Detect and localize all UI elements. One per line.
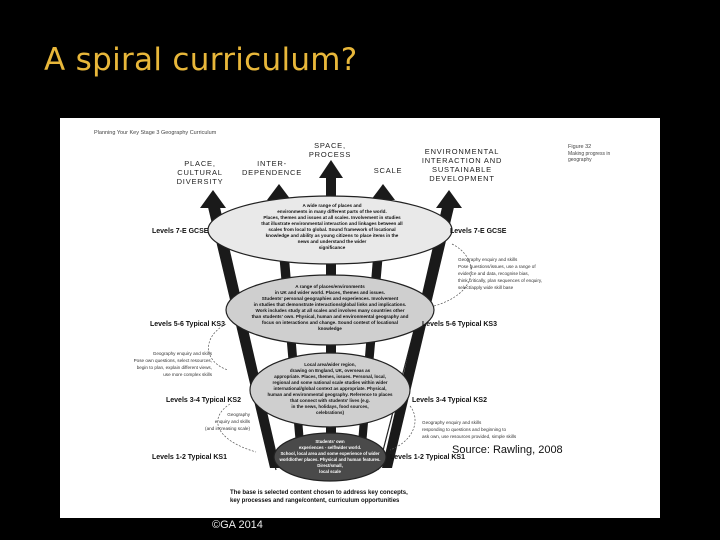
ks3-line: than students' own. Physical, human and environmental geography and: [251, 314, 409, 319]
ks1-line: Students' own: [315, 439, 345, 444]
ks1-line: School, local area and some experience of wider: [280, 451, 380, 456]
concept-interdependence: DEPENDENCE: [241, 168, 303, 177]
concept-environmental: DEVELOPMENT: [429, 174, 495, 183]
ks2-line: drawing on England, UK, overseas as: [289, 368, 371, 373]
ks3-text: [252, 284, 409, 331]
copyright-text: ©GA 2014: [212, 519, 263, 531]
note-line: begin to plan, explain different views,: [136, 365, 212, 370]
ks2-line: in the news, holidays, food sources,: [291, 404, 369, 409]
ks3-line: knowledge: [318, 326, 342, 331]
ks2-line: celebrations): [315, 410, 345, 415]
level-ks1-left: Levels 1-2 Typical KS1: [152, 454, 227, 461]
gcse-line: scales from local to global. Sound framework of locational: [268, 227, 396, 232]
ks3-line: Work includes study at all scales and involves many countries other: [255, 308, 405, 313]
gcse-line: significance: [318, 245, 346, 250]
ks3-line: focus on interactions and change. Sound context of locational: [261, 320, 399, 325]
arrowhead-space: [319, 160, 343, 178]
note-line: (and increasing scale): [205, 426, 250, 431]
note-line: evidence and data, recognise bias,: [458, 271, 529, 276]
level-ks3-right: Levels 5-6 Typical KS3: [422, 321, 497, 328]
note-line: responding to questions and beginning to: [422, 427, 507, 432]
ks2-line: Local area/wider region,: [304, 362, 356, 367]
note-line: Pose own questions, select resources,: [133, 358, 212, 363]
spiral-curriculum-figure: [60, 118, 660, 518]
concept-environmental: ENVIRONMENTAL: [424, 147, 500, 156]
level-gcse-right: Levels 7-E GCSE: [450, 228, 507, 235]
level-ks2-left: Levels 3-4 Typical KS2: [166, 397, 241, 404]
concept-scale: SCALE: [373, 166, 403, 175]
ks3-line: Students' personal geographies and experiences. Involvement: [261, 296, 399, 301]
ks2-line: human and environmental geography. Reference to places: [267, 392, 393, 397]
ks1-line: experiences - self/wider world.: [298, 445, 362, 450]
gcse-line: knowledge and ability as young citizens to place items in the: [265, 233, 399, 238]
figure-label: Figure 32: [568, 144, 592, 150]
arc-left-mid: [209, 324, 228, 370]
note-line: select/apply wide skill base: [458, 285, 514, 290]
side-note-left-mid: [134, 351, 213, 377]
ks3-line: A range of places/environments: [295, 284, 365, 289]
concept-labels: [177, 141, 503, 186]
arrowhead-place: [200, 190, 226, 208]
base-text: [230, 490, 408, 504]
concept-place: DIVERSITY: [176, 177, 224, 186]
side-note-right-low: [422, 420, 517, 439]
arrowhead-scale: [371, 184, 395, 200]
ks2-line: international/global context as appropriate. Physical,: [273, 386, 387, 391]
level-ks3-left: Levels 5-6 Typical KS3: [150, 321, 225, 328]
concept-space: PROCESS: [308, 150, 352, 159]
note-line: Pose questions/issues, use a range of: [458, 264, 536, 269]
source-caption: Source: Rawling, 2008: [452, 444, 563, 456]
side-note-left-low: [205, 412, 251, 431]
ks3-line: in studies that demonstrate interactions/global links and implications.: [253, 302, 407, 307]
note-line: Geography: [227, 412, 250, 417]
gcse-line: Places, themes and issues at all scales. Involvement in studies: [263, 215, 401, 220]
note-line: Geography enquiry and skills: [422, 420, 482, 425]
gcse-line: A wide range of places and: [302, 203, 362, 208]
side-note-right-top: [458, 257, 542, 290]
figure-header: Planning Your Key Stage 3 Geography Curriculum: [94, 130, 217, 136]
figure-caption-line: geography: [568, 157, 592, 163]
level-gcse-left: Levels 7-E GCSE: [152, 228, 209, 235]
concept-interdependence: INTER-: [257, 159, 287, 168]
concept-place: PLACE,: [184, 159, 216, 168]
ks2-line: regional and some national scale studies within wider: [272, 380, 388, 385]
ks1-line: local scale: [319, 469, 341, 474]
level-ks2-right: Levels 3-4 Typical KS2: [412, 397, 487, 404]
slide-title: A spiral curriculum?: [44, 42, 358, 78]
note-line: Geography enquiry and skills: [458, 257, 518, 262]
ks1-line: Direct/small,: [317, 463, 343, 468]
concept-space: SPACE,: [314, 141, 346, 150]
note-line: ask own, use resources provided, simple skills: [422, 434, 517, 439]
ks2-line: appropriate. Places, themes, issues. Personal, local,: [274, 374, 386, 379]
ks3-line: in UK and wider world. Places, themes and issues.: [274, 290, 386, 295]
spiral-diagram: [60, 118, 660, 518]
gcse-line: news and understand the wider: [297, 239, 367, 244]
ks1-line: world/other places. Physical and human features.: [279, 457, 381, 462]
arrowhead-environmental: [436, 190, 462, 208]
ks2-line: that connect with students' lives (e.g.: [290, 398, 370, 403]
concept-place: CULTURAL: [177, 168, 223, 177]
note-line: use more complex skills: [163, 372, 212, 377]
level-ks1-right: Levels 1-2 Typical KS1: [390, 454, 465, 461]
gcse-line: that illustrate environmental interaction and linkages between all: [261, 221, 403, 226]
base-line: The base is selected content chosen to address key concepts,: [230, 490, 408, 496]
figure-caption-line: Making progress in: [568, 151, 611, 157]
note-line: think critically, plan sequences of enquiry,: [458, 278, 543, 283]
note-line: enquiry and skills: [214, 419, 250, 424]
note-line: Geography enquiry and skills: [152, 351, 212, 356]
concept-environmental: SUSTAINABLE: [432, 165, 492, 174]
base-line: key processes and range/content, curriculum opportunities: [230, 498, 400, 504]
concept-environmental: INTERACTION AND: [421, 156, 503, 165]
gcse-line: environments in many different parts of the world.: [277, 209, 387, 214]
